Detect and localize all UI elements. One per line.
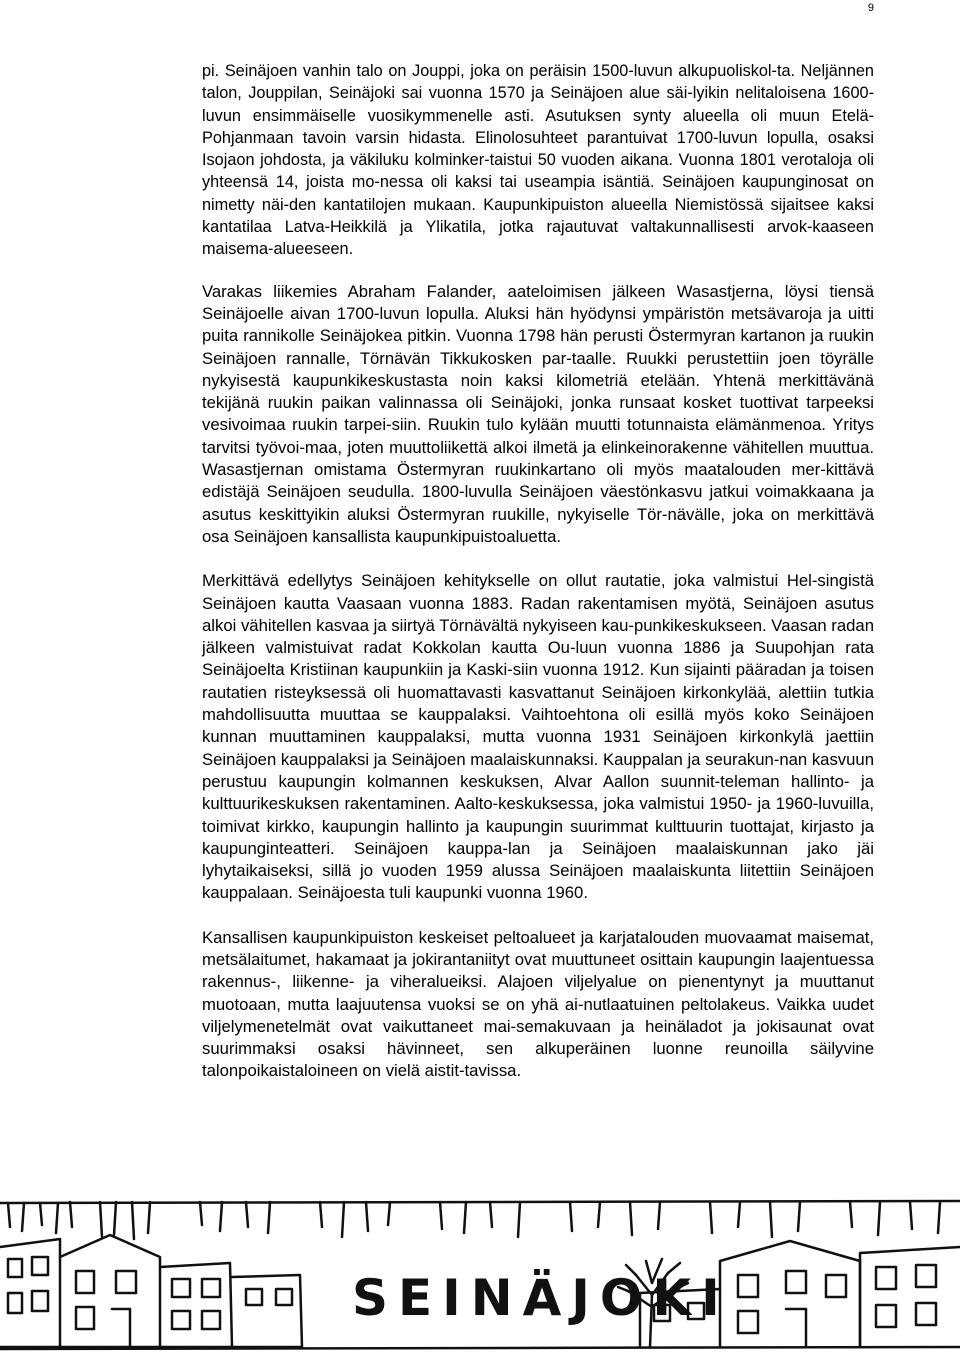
seinajoki-logo-text: SEINÄJOKI xyxy=(352,1269,730,1327)
paragraph-history-farms: pi. Seinäjoen vanhin talo on Jouppi, joka on peräisin 1500-luvun alkupuoliskol-ta. Neljännen talon, Jouppilan, Seinäjoki sai vuonna 1570 ja Seinäjoen alue säi-lyikin nelitaloisena 1600-luvun ensimmäiselle vuosikymmenelle asti. Asutuksen synty alueella oli muun Etelä-Pohjanmaan tavoin varsin hidasta. Elinolosuhteet parantuivat 1700-luvun lopulla, osaksi Isojaon johdosta, ja väkiluku kolminker-taistui 50 vuoden aikana. Vuonna 1801 verotaloja oli yhteensä 14, joista mo-nessa oli kaksi tai useampia isäntiä. Seinäjoen kaupunginosat on nimetty näi-den kantatilojen mukaan. Kaupunkipuiston alueella Niemistössä sijaitsee kaksi kantatilaa Latva-Heikkilä ja Ylikatila, jotka rajautuvat valtakunnallisesti arvok-kaaseen maisema-alueeseen. xyxy=(202,62,874,259)
footer-banner xyxy=(0,1197,960,1355)
paragraph-national-urban-park: Kansallisen kaupunkipuiston keskeiset peltoalueet ja karjatalouden muovaamat maisemat, metsälaitumet, hakamaat ja jokirantaniityt ovat muuttuneet osittain kaupungin laajentuessa rakennus-, liikenne- ja viheralueiksi. Alajoen viljelyalue on pienentynyt ja muuttanut muotoaan, mutta laajuutensa vuoksi se on yhä ai-nutlaatuinen peltolakeus. Vaikka uudet viljelymenetelmät ovat vaikuttaneet mai-semakuvaan ja heinäladot ja jokisaunat ovat suurimmaksi osaksi hävinneet, sen alkuperäinen luonne reunoilla säilyvine talonpoikaistaloineen on vielä aistit-tavissa. xyxy=(202,927,874,1081)
paragraph-ostermyra-ironworks: Varakas liikemies Abraham Falander, aateloimisen jälkeen Wasastjerna, löysi tiensä Seinäjoelle aivan 1700-luvun lopulla. Aluksi hän hyödynsi ympäristön metsävaroja ja uitti puita rannikolle Seinäjokea pitkin. Vuonna 1798 hän perusti Östermyran kartanon ja ruukin Seinäjoen rannalle, Törnävän Tikkukosken par-taalle. Ruukki perustettiin joen töyrälle nykyisestä kaupunkikeskustasta noin kaksi kilometriä etelään. Yhtenä merkittävänä tekijänä ruukin paikan valinnassa oli Seinäjoki, jonka runsaat kosket tuottivat tarpeeksi vesivoimaa ruukin tarpei-siin. Ruukin tulo kylään muutti totunnaista elämänmenoa. Yritys tarvitsi työvoi-maa, joten muuttoliikettä alkoi ilmetä ja elinkeinorakenne vähitellen muuttua. Wasastjernan omistama Östermyran ruukinkartano oli myös maatalouden mer-kittävä edistäjä Seinäjoen seudulla. 1800-luvulla Seinäjoen väestönkasvu jatkui voimakkaana ja asutus keskittyikin aluksi Östermyran ruukille, nykyiselle Tör-nävälle, joka on merkittävä osa Seinäjoen kansallista kaupunkipuistoaluetta. xyxy=(202,281,874,546)
townscape-illustration xyxy=(0,1197,960,1355)
paragraph-railway-town: Merkittävä edellytys Seinäjoen kehitykselle on ollut rautatie, joka valmistui Hel-singistä Seinäjoen kautta Vaasaan vuonna 1883. Radan rakentamisen myötä, Seinäjoen asutus alkoi vähitellen kasvaa ja siirtyä Törnävältä nykyiseen kau-punkikeskukseen. Vaasan radan jälkeen valmistuivat radat Kokkolan kautta Ou-luun vuonna 1886 ja Suupohjan rata Seinäjoelta Kristiinan kaupunkiin ja Kaski-siin vuonna 1912. Kun sijainti pääradan ja toisen rautatien risteyksessä oli huomattavasti kasvattanut Seinäjoen kirkonkylää, alettiin tutkia mahdollisuutta muuttaa se kauppalaksi. Vaihtoehtona oli esillä myös koko Seinäjoen kunnan muuttaminen kauppalaksi, mutta vuonna 1931 Seinäjoen kirkonkylä jaettiin Seinäjoen kauppalaksi ja Seinäjoen maalaiskunnaksi. Kauppalan ja seurakun-nan kasvuun perustuu kaupungin kolmannen keskuksen, Alvar Aallon suunnit-teleman hallinto- ja kulttuurikeskuksen rakentaminen. Aalto-keskuksessa, joka valmistui 1950- ja 1960-luvuilla, toimivat kirkko, kaupungin hallinto ja kaupungin suurimmat kulttuurin tuottajat, kirjasto ja kaupunginteatteri. Seinäjoen kauppa-lan ja Seinäjoen maalaiskunnan jako jäi lyhytaikaiseksi, sillä jo vuoden 1959 alussa Seinäjoen maalaiskunta liitettiin Seinäjoen kauppalaan. Seinäjoesta tuli kaupunki vuonna 1960. xyxy=(202,571,874,903)
body-text xyxy=(202,60,874,1105)
page-number: 9 xyxy=(867,2,874,14)
